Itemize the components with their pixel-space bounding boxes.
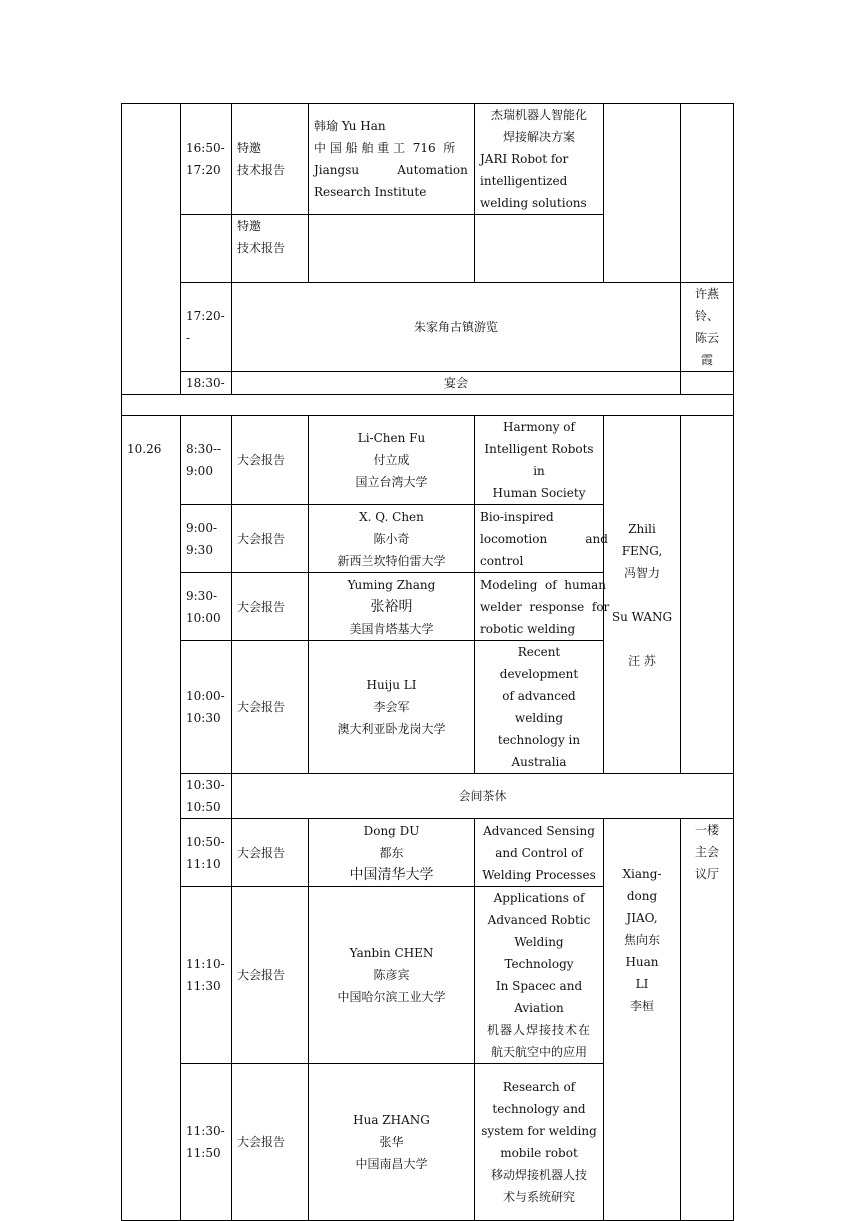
speaker-cell: Huiju LI 李会军 澳大利亚卧龙岗大学 (309, 641, 475, 774)
time-cell: 8:30-- 9:00 (181, 416, 232, 505)
room-cell (681, 104, 734, 283)
report-type: 特邀 技术报告 (232, 104, 309, 215)
report-type: 大会报告 (232, 641, 309, 774)
chair-cell: Zhili FENG, 冯智力 Su WANG 汪 苏 (604, 416, 681, 774)
speaker-cell: 韩瑜 Yu Han 中 国 船 舶 重 工 716 所 Jiangsu Automation Research Institute (309, 104, 475, 215)
time-cell: 10:30- 10:50 (181, 774, 232, 819)
time-cell: 10:50- 11:10 (181, 819, 232, 887)
speaker-cell: Li-Chen Fu 付立成 国立台湾大学 (309, 416, 475, 505)
report-type: 大会报告 (232, 887, 309, 1064)
room-cell (681, 416, 734, 774)
title-cell: Advanced Sensing and Control of Welding Processes (475, 819, 604, 887)
speaker-cell: Yanbin CHEN 陈彦宾 中国哈尔滨工业大学 (309, 887, 475, 1064)
title-cell: 杰瑞机器人智能化 焊接解决方案 JARI Robot for intelligentized welding solutions (475, 104, 604, 215)
report-type: 特邀 技术报告 (232, 215, 309, 283)
report-type: 大会报告 (232, 416, 309, 505)
time-cell: 11:10- 11:30 (181, 887, 232, 1064)
time-cell: 18:30- (181, 372, 232, 395)
speaker-cell: Yuming Zhang 张裕明 美国肯塔基大学 (309, 573, 475, 641)
speaker-cell: Dong DU 都东 中国清华大学 (309, 819, 475, 887)
date-cell (122, 104, 181, 395)
title-cell: Harmony of Intelligent Robots in Human Society (475, 416, 604, 505)
time-cell: 17:20- - (181, 283, 232, 372)
time-cell: 9:30- 10:00 (181, 573, 232, 641)
report-type: 大会报告 (232, 573, 309, 641)
title-cell (475, 215, 604, 283)
time-cell: 11:30- 11:50 (181, 1064, 232, 1221)
time-cell (181, 215, 232, 283)
table-row (122, 416, 734, 505)
table-row (122, 283, 734, 372)
report-type: 大会报告 (232, 1064, 309, 1221)
title-cell: Applications of Advanced Robtic Welding Technology In Spacec and Aviation 机器人焊接技术在 航天航空中的应用 (475, 887, 604, 1064)
event-cell: 朱家角古镇游览 (232, 283, 681, 372)
time-cell: 9:00- 9:30 (181, 505, 232, 573)
report-type: 大会报告 (232, 819, 309, 887)
title-cell: Research of technology and system for welding mobile robot 移动焊接机器人技 术与系统研究 (475, 1064, 604, 1221)
schedule-table (121, 103, 734, 1221)
separator-row (122, 395, 734, 416)
speaker-cell: X. Q. Chen 陈小奇 新西兰坎特伯雷大学 (309, 505, 475, 573)
title-cell: Modeling of human welder response for robotic welding (475, 573, 604, 641)
table-row (122, 104, 734, 215)
time-cell: 16:50- 17:20 (181, 104, 232, 215)
date-cell: 10.26 (122, 416, 181, 1221)
title-cell: Bio-inspired locomotion and control (475, 505, 604, 573)
event-cell: 会间茶休 (232, 774, 734, 819)
chair-cell (604, 104, 681, 283)
speaker-cell: Hua ZHANG 张华 中国南昌大学 (309, 1064, 475, 1221)
report-type: 大会报告 (232, 505, 309, 573)
host-cell: 许燕铃、陈云霞 (681, 283, 734, 372)
host-cell (681, 372, 734, 395)
table-row (122, 819, 734, 887)
table-row (122, 774, 734, 819)
table-row (122, 372, 734, 395)
speaker-cell (309, 215, 475, 283)
title-cell: Recent development of advanced welding technology in Australia (475, 641, 604, 774)
room-cell: 一楼 主会 议厅 (681, 819, 734, 1221)
chair-cell: Xiang-dong JIAO, 焦向东 Huan LI 李桓 (604, 819, 681, 1221)
time-cell: 10:00- 10:30 (181, 641, 232, 774)
event-cell: 宴会 (232, 372, 681, 395)
